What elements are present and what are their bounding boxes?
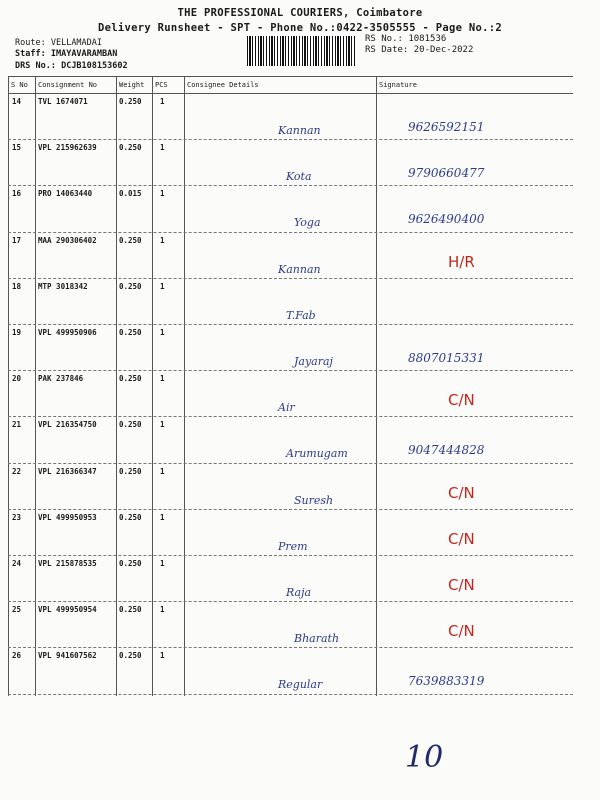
col-weight-header: Weight	[119, 81, 145, 89]
table-row	[8, 556, 573, 602]
drs-label: DRS No.:	[15, 61, 56, 71]
cell-pcs: 1	[160, 235, 165, 245]
table-row	[8, 279, 573, 325]
signature-entry: 9626592151	[408, 120, 485, 134]
runsheet-title: Delivery Runsheet - SPT - Phone No.:0422-3505555 - Page No.:2	[98, 22, 502, 34]
cell-weight: 0.250	[119, 651, 142, 661]
cell-sno: 25	[12, 605, 22, 615]
consignee-name: Air	[278, 401, 295, 415]
signature-entry: C/N	[448, 391, 475, 410]
signature-entry: 9047444828	[408, 443, 485, 458]
cell-sno: 14	[12, 97, 22, 106]
cell-pcs: 1	[160, 512, 165, 522]
col-consignee-header: Consignee Details	[187, 81, 259, 89]
cell-pcs: 1	[160, 97, 165, 106]
consignee-name: Regular	[278, 678, 323, 692]
cell-consignment: VPL 499950953	[38, 512, 97, 522]
rs-number: RS No.: 1081536	[365, 34, 447, 44]
cell-pcs: 1	[160, 651, 165, 661]
consignee-name: Jayaraj	[294, 355, 333, 368]
cell-pcs: 1	[160, 281, 165, 291]
cell-consignment: VPL 216366347	[38, 466, 97, 476]
col-consignment-header: Consignment No	[38, 81, 98, 89]
signature-entry: C/N	[448, 622, 475, 641]
signature-entry: C/N	[448, 576, 475, 594]
cell-weight: 0.250	[119, 235, 142, 245]
cell-pcs: 1	[160, 189, 165, 199]
cell-consignment: VPL 216354750	[38, 420, 97, 430]
cell-pcs: 1	[160, 374, 165, 384]
cell-weight: 0.250	[119, 466, 142, 476]
table-row	[8, 510, 573, 556]
cell-sno: 15	[12, 143, 22, 153]
cell-weight: 0.250	[119, 605, 142, 615]
route-line	[15, 38, 102, 49]
table-row	[8, 417, 573, 463]
consignee-name: Raja	[286, 586, 312, 599]
table-row	[8, 464, 573, 510]
table-row	[8, 325, 573, 371]
cell-sno: 22	[12, 466, 22, 476]
signature-entry: H/R	[448, 252, 475, 271]
consignee-name: Suresh	[294, 493, 334, 507]
table-row	[8, 186, 573, 232]
signature-entry: 7639883319	[408, 674, 485, 689]
col-sno-header: S No	[11, 81, 28, 89]
cell-consignment: VPL 215962639	[38, 143, 97, 153]
cell-pcs: 1	[160, 328, 165, 337]
cell-consignment: PAK 237846	[38, 374, 84, 384]
signature-entry: C/N	[448, 529, 475, 548]
cell-weight: 0.250	[119, 281, 142, 291]
runsheet-table	[8, 76, 573, 696]
table-row	[8, 140, 573, 186]
signature-entry: 9626490400	[408, 212, 485, 227]
staff-line	[15, 49, 117, 60]
cell-weight: 0.250	[119, 328, 142, 337]
cell-consignment: VPL 941607562	[38, 651, 97, 661]
route-label: Route:	[15, 38, 46, 48]
cell-consignment: PRO 14063440	[38, 189, 93, 199]
cell-sno: 16	[12, 189, 22, 199]
cell-consignment: MAA 290306402	[38, 235, 97, 245]
table-row	[8, 371, 573, 417]
drs-value: DCJB108153602	[61, 61, 128, 71]
route-value: VELLAMADAI	[50, 38, 103, 48]
cell-pcs: 1	[160, 466, 165, 476]
consignee-name: T.Fab	[286, 308, 316, 322]
table-row	[8, 602, 573, 648]
table-row	[8, 233, 573, 279]
rs-info	[365, 34, 473, 56]
cell-weight: 0.250	[119, 374, 142, 384]
staff-label: Staff:	[15, 49, 46, 59]
table-row	[8, 94, 573, 140]
cell-weight: 0.250	[119, 559, 142, 568]
cell-sno: 19	[12, 328, 22, 337]
cell-consignment: TVL 1674071	[38, 97, 88, 106]
signature-entry: C/N	[448, 483, 475, 502]
cell-sno: 17	[12, 235, 22, 245]
consignee-name: Prem	[278, 539, 308, 553]
cell-consignment: VPL 215878535	[38, 559, 97, 568]
cell-sno: 21	[12, 420, 22, 430]
consignee-name: Bharath	[294, 632, 340, 646]
col-pcs-header: PCS	[155, 81, 168, 89]
cell-sno: 26	[12, 651, 22, 661]
cell-pcs: 1	[160, 143, 165, 153]
cell-sno: 20	[12, 374, 22, 384]
consignee-name: Arumugam	[286, 447, 348, 461]
cell-weight: 0.250	[119, 420, 142, 430]
row-divider	[8, 694, 573, 695]
handwritten-count: 10	[405, 740, 444, 775]
consignee-name: Kannan	[278, 262, 321, 276]
cell-pcs: 1	[160, 420, 165, 430]
barcode	[247, 36, 357, 66]
cell-pcs: 1	[160, 559, 165, 568]
cell-sno: 24	[12, 559, 22, 568]
table-row	[8, 648, 573, 694]
drs-line	[15, 61, 128, 72]
consignee-name: Kota	[286, 170, 312, 184]
col-signature-header: Signature	[379, 81, 417, 89]
company-title: THE PROFESSIONAL COURIERS, Coimbatore	[177, 7, 423, 19]
cell-sno: 18	[12, 281, 22, 291]
cell-weight: 0.250	[119, 143, 142, 153]
consignee-name: Kannan	[278, 124, 321, 137]
cell-weight: 0.250	[119, 512, 142, 522]
signature-entry: 8807015331	[408, 351, 485, 365]
cell-sno: 23	[12, 512, 22, 522]
cell-consignment: VPL 499950906	[38, 328, 97, 337]
cell-weight: 0.250	[119, 97, 142, 106]
cell-consignment: VPL 499950954	[38, 605, 97, 615]
rs-date: RS Date: 20-Dec-2022	[365, 45, 474, 55]
staff-value: IMAYAVARAMBAN	[50, 49, 118, 59]
cell-pcs: 1	[160, 605, 165, 615]
consignee-name: Yoga	[294, 216, 321, 230]
signature-entry: 9790660477	[408, 166, 485, 181]
cell-weight: 0.015	[119, 189, 142, 199]
cell-consignment: MTP 3018342	[38, 281, 88, 291]
